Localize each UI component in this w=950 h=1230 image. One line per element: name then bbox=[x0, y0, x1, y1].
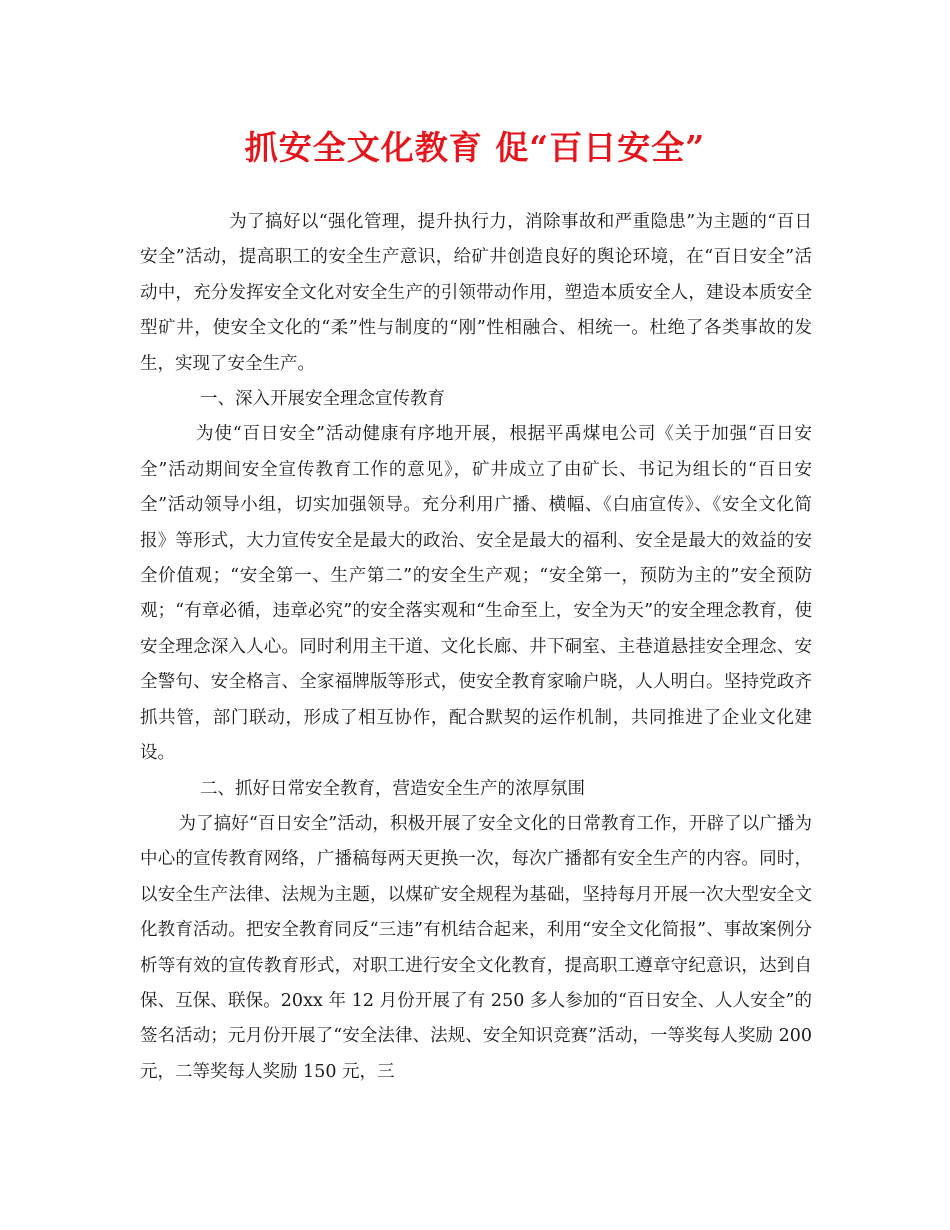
intro-paragraph: 为了搞好以“强化管理，提升执行力，消除事故和严重隐患”为主题的“百日安全”活动，提高职工的安全生产意识，给矿井创造良好的舆论环境，在“百日安全”活动中，充分发挥安全文化对安全生产的引领带动作用，塑造本质安全人，建设本质安全型矿井，使安全文化的“柔”性与制度的“刚”性相融合、相统一。杜绝了各类事故的发生，实现了安全生产。 bbox=[140, 212, 812, 374]
document-title: 抓安全文化教育 促“百日安全” bbox=[244, 128, 706, 167]
section-2-paragraph: 为了搞好“百日安全”活动，积极开展了安全文化的日常教育工作，开辟了以广播为中心的宣传教育网络，广播稿每两天更换一次，每次广播都有安全生产的内容。同时，以安全生产法律、法规为主题，以煤矿安全规程为基础，坚持每月开展一次大型安全文化教育活动。把安全教育同反“三违”有机结合起来，利用“安全文化简报”、事故案例分析等有效的宣传教育形式，对职工进行安全文化教育，提高职工遵章守纪意识，达到自保、互保、联保。20xx 年 12 月份开展了有 250 多人参加的“百日安全、人人安全”的签名活动；元月份开展了“安全法律、法规、安全知识竞赛”活动，一等奖每人奖励 200 元，二等奖每人奖励 150 元，三 bbox=[140, 813, 812, 1082]
document-body bbox=[140, 205, 812, 1090]
section-heading-1: 一、深入开展安全理念宣传教育 bbox=[200, 389, 445, 410]
section-1-paragraph: 为使“百日安全”活动健康有序地开展，根据平禹煤电公司《关于加强“百日安全”活动期间安全宣传教育工作的意见》，矿井成立了由矿长、书记为组长的“百日安全”活动领导小组，切实加强领导。充分利用广播、横幅、《白庙宣传》、《安全文化简报》等形式，大力宣传安全是最大的政治、安全是最大的福利、安全是最大的效益的安全价值观；“安全第一、生产第二”的安全生产观；“安全第一，预防为主的”安全预防观；“有章必循，违章必究”的安全落实观和“生命至上，安全为天”的安全理念教育，使安全理念深入人心。同时利用主干道、文化长廊、井下硐室、主巷道悬挂安全理念、安全警句、安全格言、全家福牌版等形式，使安全教育家喻户晓，人人明白。坚持党政齐抓共管，部门联动，形成了相互协作，配合默契的运作机制，共同推进了企业文化建设。 bbox=[140, 424, 812, 764]
section-heading-2: 二、抓好日常安全教育，营造安全生产的浓厚氛围 bbox=[200, 778, 585, 799]
